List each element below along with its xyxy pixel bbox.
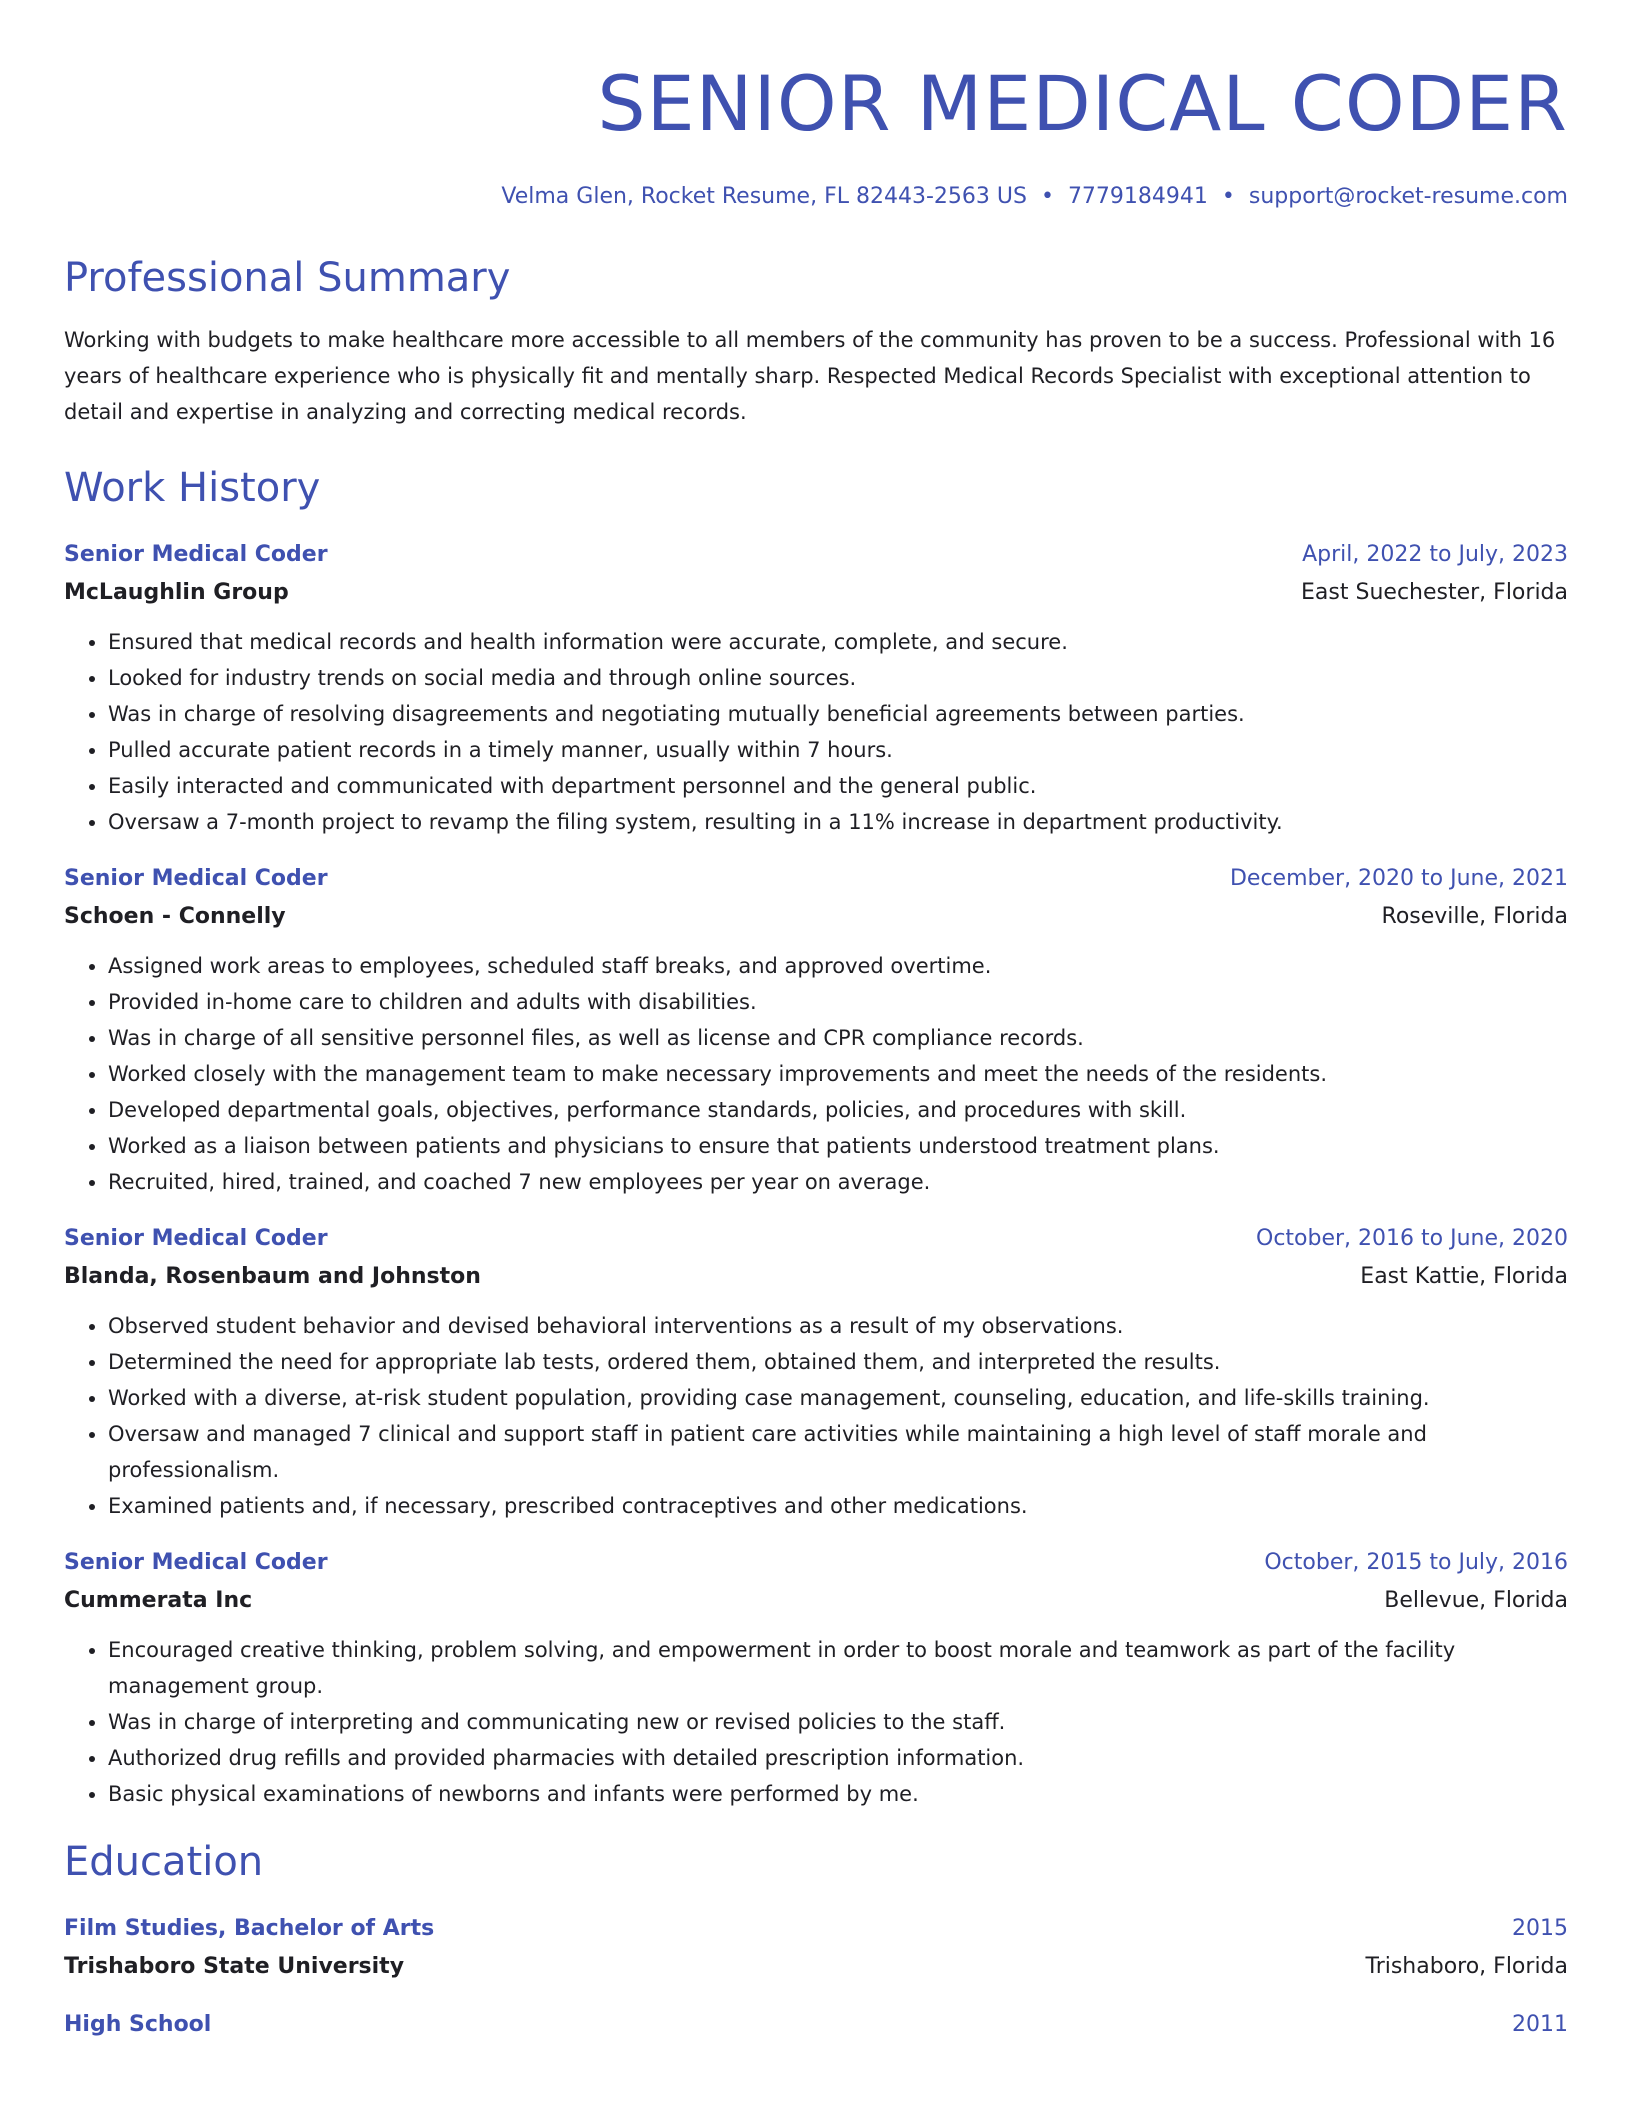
job-role: Senior Medical Coder	[64, 1550, 328, 1575]
job-company: Blanda, Rosenbaum and Johnston	[64, 1264, 481, 1289]
contact-phone[interactable]: 7779184941	[1067, 184, 1208, 209]
contact-line	[64, 182, 1568, 212]
education-header-row	[64, 1910, 1568, 1948]
job-bullet: • Was in charge of resolving disagreements and negotiating mutually beneficial agreements between parties.	[108, 696, 1568, 732]
job-dates: December, 2020 to June, 2021	[1229, 866, 1568, 891]
job-location: East Suechester, Florida	[1301, 580, 1568, 605]
job-company: Schoen - Connelly	[64, 904, 286, 929]
education-school-row	[64, 1948, 1568, 1986]
job-header-row	[64, 860, 1568, 898]
job-header-row	[64, 1220, 1568, 1258]
job-entry	[64, 1544, 1568, 1812]
summary-text: Working with budgets to make healthcare more accessible to all members of the community has proven to be a success. Professional with 16 years of healthcare experience who is physically fit and mentally sharp. Respected Medical Records Specialist with exceptional attention to detail and expertise in analyzing and correcting medical records.	[64, 328, 1556, 424]
job-bullet: • Was in charge of interpreting and communicating new or revised policies to the staff.	[108, 1704, 1568, 1740]
job-bullet: • Was in charge of all sensitive personnel files, as well as license and CPR compliance records.	[108, 1020, 1568, 1056]
education-header-row	[64, 2006, 1568, 2044]
job-bullet: • Ensured that medical records and health information were accurate, complete, and secure.	[108, 624, 1568, 660]
job-bullet: • Determined the need for appropriate lab tests, ordered them, obtained them, and interpreted the results.	[108, 1344, 1568, 1380]
job-bullet: • Oversaw a 7-month project to revamp the filing system, resulting in a 11% increase in department productivity.	[108, 804, 1568, 840]
education-heading: Education	[64, 1839, 264, 1885]
job-location: Bellevue, Florida	[1384, 1588, 1568, 1613]
job-bullet: • Basic physical examinations of newborns and infants were performed by me.	[108, 1776, 1568, 1812]
job-location: Roseville, Florida	[1381, 904, 1568, 929]
job-bullet: • Worked as a liaison between patients and physicians to ensure that patients understood treatment plans.	[108, 1128, 1568, 1164]
job-bullet: • Recruited, hired, trained, and coached 7 new employees per year on average.	[108, 1164, 1568, 1200]
education-year: 2011	[1512, 2012, 1568, 2037]
contact-separator: •	[1040, 184, 1054, 209]
summary-heading: Professional Summary	[64, 255, 511, 301]
education-degree: Film Studies, Bachelor of Arts	[64, 1916, 435, 1941]
job-location: East Kattie, Florida	[1360, 1264, 1568, 1289]
education-entry	[64, 1910, 1568, 1986]
job-bullet: • Worked with a diverse, at-risk student population, providing case management, counseling, education, and life-skills training.	[108, 1380, 1568, 1416]
job-bullet: • Worked closely with the management team to make necessary improvements and meet the needs of the residents.	[108, 1056, 1568, 1092]
job-bullet: • Encouraged creative thinking, problem solving, and empowerment in order to boost morale and teamwork as part of the facility management group.	[108, 1632, 1568, 1704]
job-company-row	[64, 898, 1568, 936]
education-entry	[64, 2006, 1568, 2044]
job-dates: October, 2016 to June, 2020	[1256, 1226, 1568, 1251]
job-company: Cummerata Inc	[64, 1588, 253, 1613]
job-company: McLaughlin Group	[64, 580, 289, 605]
job-bullet: • Assigned work areas to employees, scheduled staff breaks, and approved overtime.	[108, 948, 1568, 984]
job-header-row	[64, 1544, 1568, 1582]
contact-address: Velma Glen, Rocket Resume, FL 82443-2563 US	[501, 184, 1027, 209]
education-year: 2015	[1512, 1916, 1568, 1941]
contact-email[interactable]: support@rocket-resume.com	[1248, 184, 1568, 209]
job-company-row	[64, 574, 1568, 612]
work-history-heading: Work History	[64, 465, 321, 511]
education-school: Trishaboro State University	[64, 1954, 405, 1979]
job-bullet: • Easily interacted and communicated with department personnel and the general public.	[108, 768, 1568, 804]
job-dates: April, 2022 to July, 2023	[1302, 542, 1568, 567]
job-entry	[64, 860, 1568, 1200]
job-bullet: • Observed student behavior and devised behavioral interventions as a result of my observations.	[108, 1308, 1568, 1344]
job-bullet: • Oversaw and managed 7 clinical and support staff in patient care activities while maintaining a high level of staff morale and professionalism.	[108, 1416, 1568, 1488]
resume-page	[64, 0, 1568, 2044]
job-role: Senior Medical Coder	[64, 866, 328, 891]
job-bullets	[64, 948, 1568, 1200]
job-bullet: • Looked for industry trends on social media and through online sources.	[108, 660, 1568, 696]
job-entry	[64, 1220, 1568, 1524]
resume-title: SENIOR MEDICAL CODER	[597, 59, 1568, 148]
job-header-row	[64, 536, 1568, 574]
education-location: Trishaboro, Florida	[1365, 1954, 1568, 1979]
job-role: Senior Medical Coder	[64, 542, 328, 567]
job-bullet: • Pulled accurate patient records in a timely manner, usually within 7 hours.	[108, 732, 1568, 768]
contact-separator: •	[1221, 184, 1235, 209]
job-company-row	[64, 1582, 1568, 1620]
job-entry	[64, 536, 1568, 840]
job-bullets	[64, 1308, 1568, 1524]
job-bullet: • Authorized drug refills and provided pharmacies with detailed prescription information.	[108, 1740, 1568, 1776]
job-bullet: • Provided in-home care to children and adults with disabilities.	[108, 984, 1568, 1020]
job-role: Senior Medical Coder	[64, 1226, 328, 1251]
job-bullets	[64, 624, 1568, 840]
job-company-row	[64, 1258, 1568, 1296]
job-dates: October, 2015 to July, 2016	[1264, 1550, 1568, 1575]
job-bullet: • Developed departmental goals, objectives, performance standards, policies, and procedures with skill.	[108, 1092, 1568, 1128]
education-degree: High School	[64, 2012, 212, 2037]
job-bullets	[64, 1632, 1568, 1812]
job-bullet: • Examined patients and, if necessary, prescribed contraceptives and other medications.	[108, 1488, 1568, 1524]
